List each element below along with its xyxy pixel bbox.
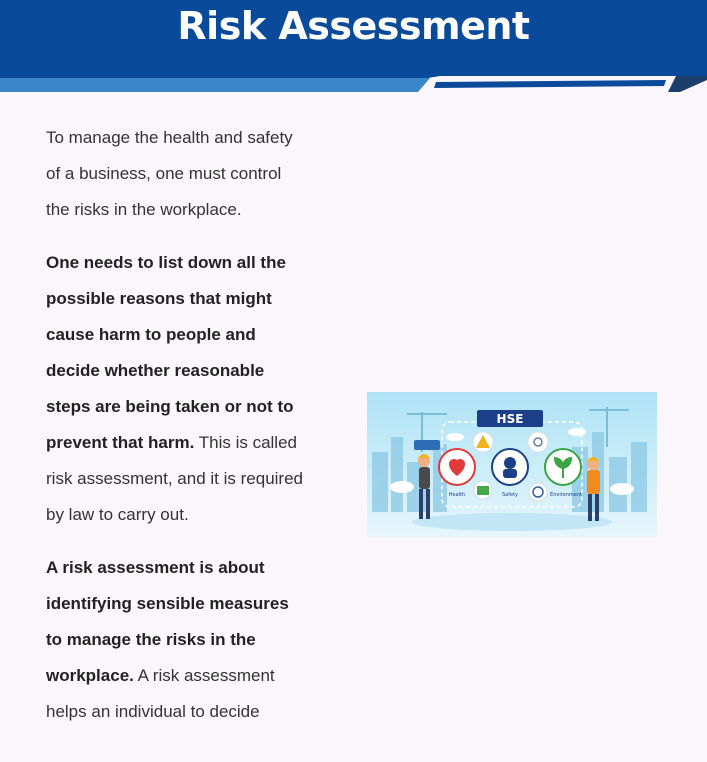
paragraph-definition-text: This is called risk assessment, and it is required by law to carry out.: [46, 433, 303, 524]
paragraph-definition-bold: One needs to list down all the possible reasons that might cause harm to people and decide whether reasonable steps are being taken or not to prevent that harm.: [46, 253, 294, 452]
paragraph-purpose-bold: A risk assessment is about identifying sensible measures to manage the risks in the workplace.: [46, 558, 289, 685]
page-title: Risk Assessment: [177, 4, 530, 48]
page-header: [0, 0, 707, 92]
paragraph-intro: [46, 120, 308, 228]
hse-banner-text: HSE: [496, 412, 524, 426]
paragraph-purpose: [46, 550, 308, 730]
label-health: Health: [448, 492, 466, 498]
paragraph-intro-text: To manage the health and safety of a business, one must control the risks in the workplace.: [46, 128, 293, 219]
label-safety: Safety: [502, 492, 518, 498]
label-environment: Environment: [550, 492, 582, 498]
paragraph-purpose-text: A risk assessment helps an individual to decide: [46, 666, 275, 721]
paragraph-definition: [46, 245, 308, 533]
article-body: [46, 120, 308, 747]
hse-illustration: [367, 392, 657, 537]
